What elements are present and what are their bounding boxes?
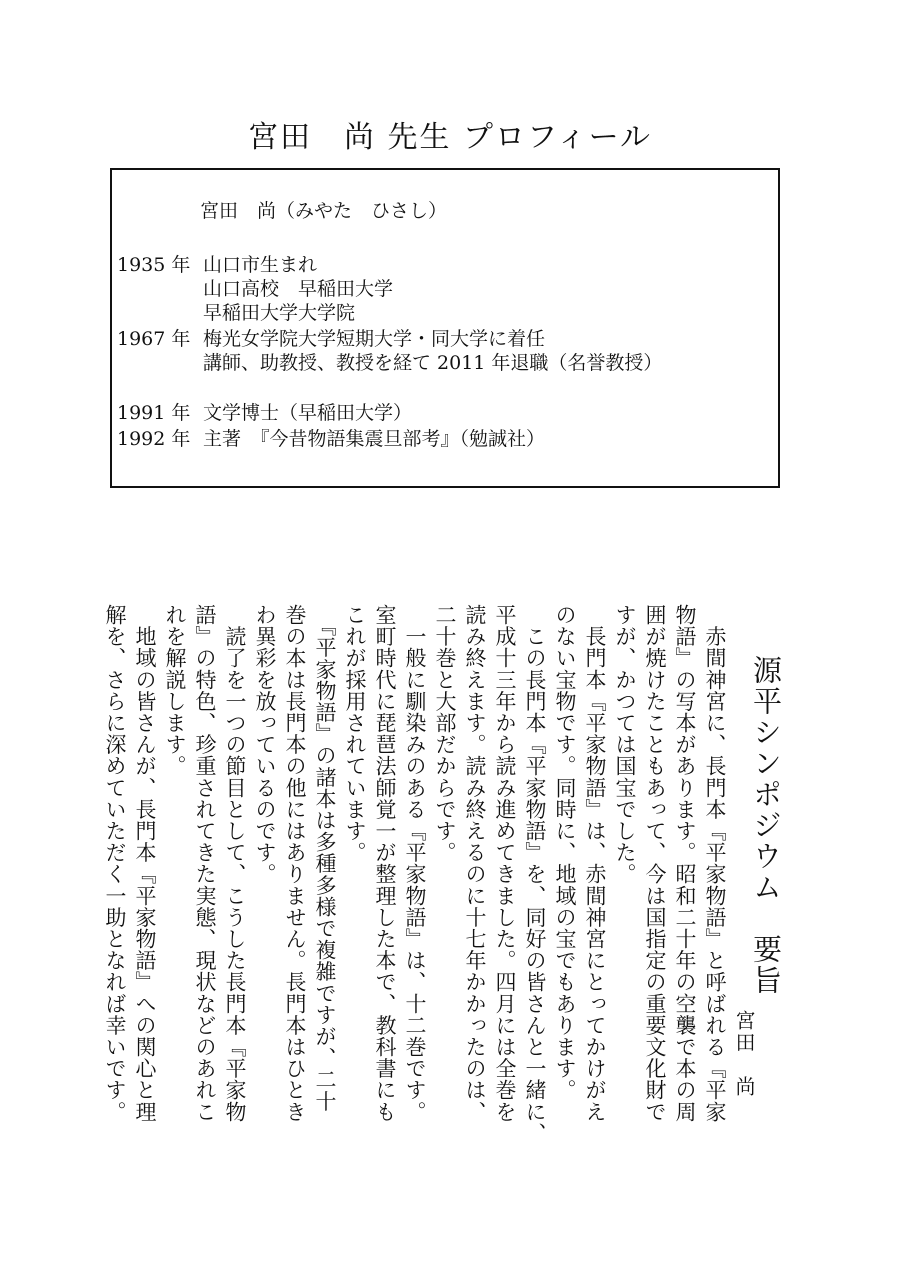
profile-entry-line: 文学博士（早稲田大学） [203,402,413,424]
essay-line: すが、かつては国宝でした。 [613,604,637,885]
essay-line: この長門本『平家物語』を、同好の皆さんと一緒に、 [523,604,547,1144]
profile-entry-line: 山口高校 早稲田大学 [203,278,394,300]
essay-line: 巻の本は長門本の他にはありません。長門本はひとき [283,604,307,1123]
essay-line: これが採用されています。 [343,604,367,864]
profile-entry-line: 梅光女学院大学短期大学・同大学に着任 [203,328,546,350]
profile-year: 1967 年 [117,328,191,350]
profile-title: 宮田 尚 先生 プロフィール [247,120,653,155]
essay-line: 室町時代に琵琶法師覚一が整理した本で、教科書にも [373,604,397,1123]
essay-body [90,604,730,1144]
essay-title: 源平シンポジウム 要旨 [749,655,783,996]
essay-line: 囲が焼けたこともあって、今は国指定の重要文化財で [643,604,667,1123]
profile-year: 1992 年 [117,428,191,450]
profile-year: 1935 年 [117,254,191,276]
essay-line: 二十巻と大部だからです。 [433,604,457,864]
essay-line: 平成十三年から読み進めてきました。四月には全巻を [493,604,517,1123]
essay-line: 読了を一つの節目として、こうした長門本『平家物 [223,604,247,1123]
essay-line: 『平家物語』の諸本は多種多様で複雑ですが、二十 [313,604,337,1112]
essay-line: 一般に馴染みのある『平家物語』は、十二巻です。 [403,604,427,1123]
essay-line: 地域の皆さんが、長門本『平家物語』への関心と理 [133,604,157,1123]
essay-line: のない宝物です。同時に、地域の宝でもあります。 [553,604,577,1101]
profile-name: 宮田 尚（みやた ひさし） [200,200,448,222]
essay-line: わ異彩を放っているのです。 [253,604,277,885]
essay-line: 物語』の写本があります。昭和二十年の空襲で本の周 [673,604,697,1123]
profile-entry-line: 山口市生まれ [203,254,318,276]
profile-entry-line: 主著 『今昔物語集震旦部考』（勉誠社） [203,428,546,450]
profile-entry-line: 早稲田大学大学院 [203,302,356,324]
essay-author: 宮田 尚 [732,1010,756,1098]
essay-line: 語』の特色、珍重されてきた実態、現状などのあれこ [193,604,217,1123]
essay-line: 長門本『平家物語』は、赤間神宮にとってかけがえ [583,604,607,1123]
profile-year: 1991 年 [117,402,191,424]
essay-line: 読み終えます。読み終えるのに十七年かかったのは、 [463,604,487,1123]
essay-line: 赤間神宮に、長門本『平家物語』と呼ばれる『平家 [703,604,727,1123]
essay-line: れを解説します。 [163,604,187,777]
essay-line: 解を、さらに深めていただく一助となれば幸いです。 [103,604,127,1123]
profile-entry-line: 講師、助教授、教授を経て 2011 年退職（名誉教授） [203,352,663,374]
